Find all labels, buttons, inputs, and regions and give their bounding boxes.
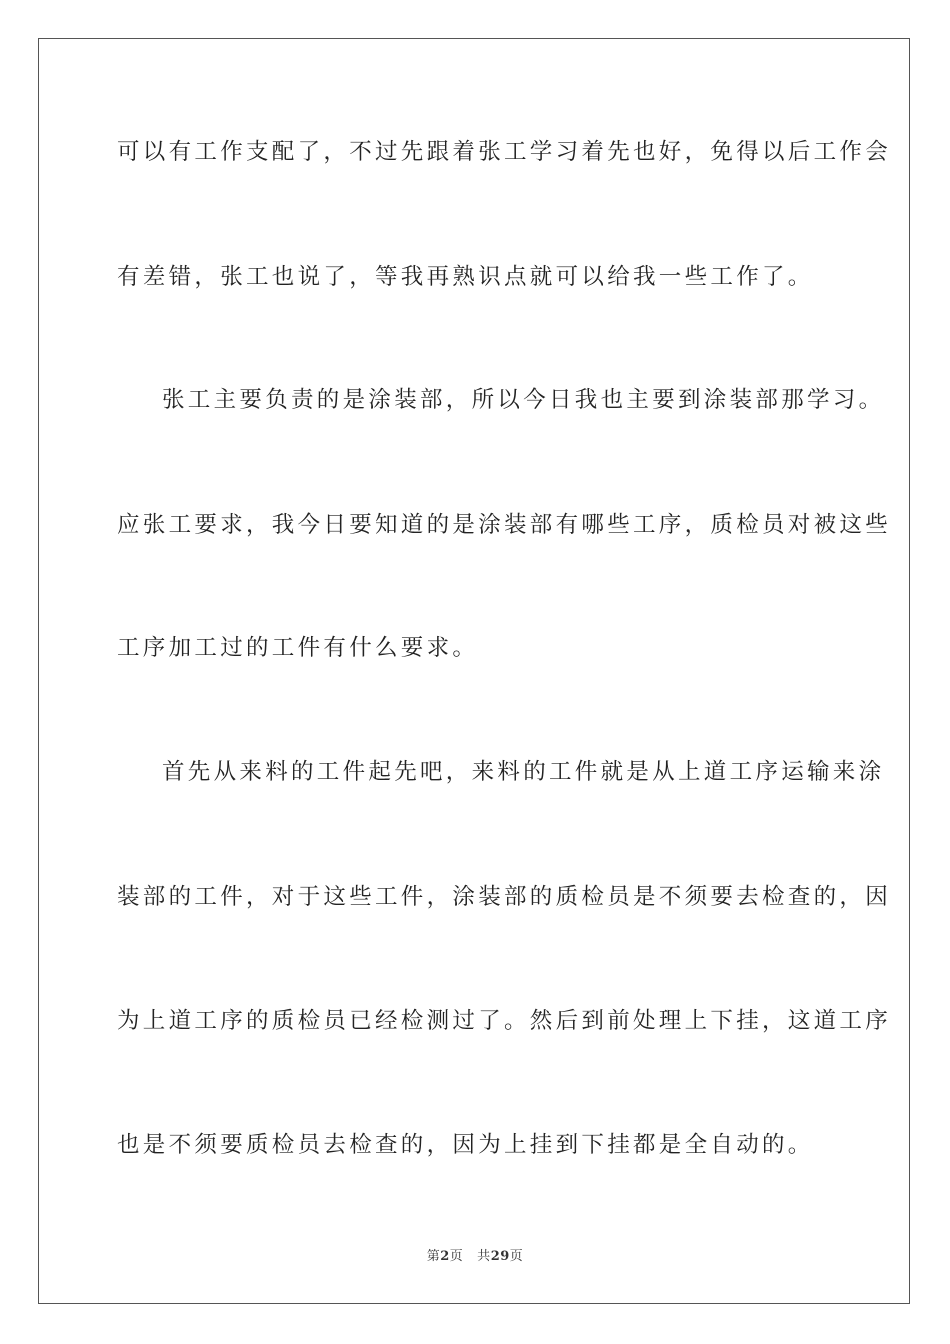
text-line: 张工主要负责的是涂装部，所以今日我也主要到涂装部那学习。 [162,387,885,413]
page-border [38,38,910,1304]
page-prefix: 第 [426,1249,441,1264]
text-line: 有差错，张工也说了，等我再熟识点就可以给我一些工作了。 [117,264,814,290]
total-pages: 29 [490,1249,510,1264]
text-line: 装部的工件，对于这些工件，涂装部的质检员是不须要去检查的，因 [117,884,892,910]
text-line: 为上道工序的质检员已经检测过了。然后到前处理上下挂，这道工序 [117,1008,892,1034]
text-line: 首先从来料的工件起先吧，来料的工件就是从上道工序运输来涂 [162,759,885,785]
text-line: 也是不须要质检员去检查的，因为上挂到下挂都是全自动的。 [117,1132,814,1158]
text-line: 应张工要求，我今日要知道的是涂装部有哪些工序，质检员对被这些 [117,512,892,538]
text-line: 工序加工过的工件有什么要求。 [117,635,479,661]
total-prefix: 共 [477,1249,491,1264]
page-number: 2 [440,1249,450,1264]
page-suffix: 页 [449,1249,464,1264]
page-footer [0,1245,950,1264]
text-line: 可以有工作支配了，不过先跟着张工学习着先也好，免得以后工作会 [117,139,892,165]
total-suffix: 页 [509,1249,524,1264]
